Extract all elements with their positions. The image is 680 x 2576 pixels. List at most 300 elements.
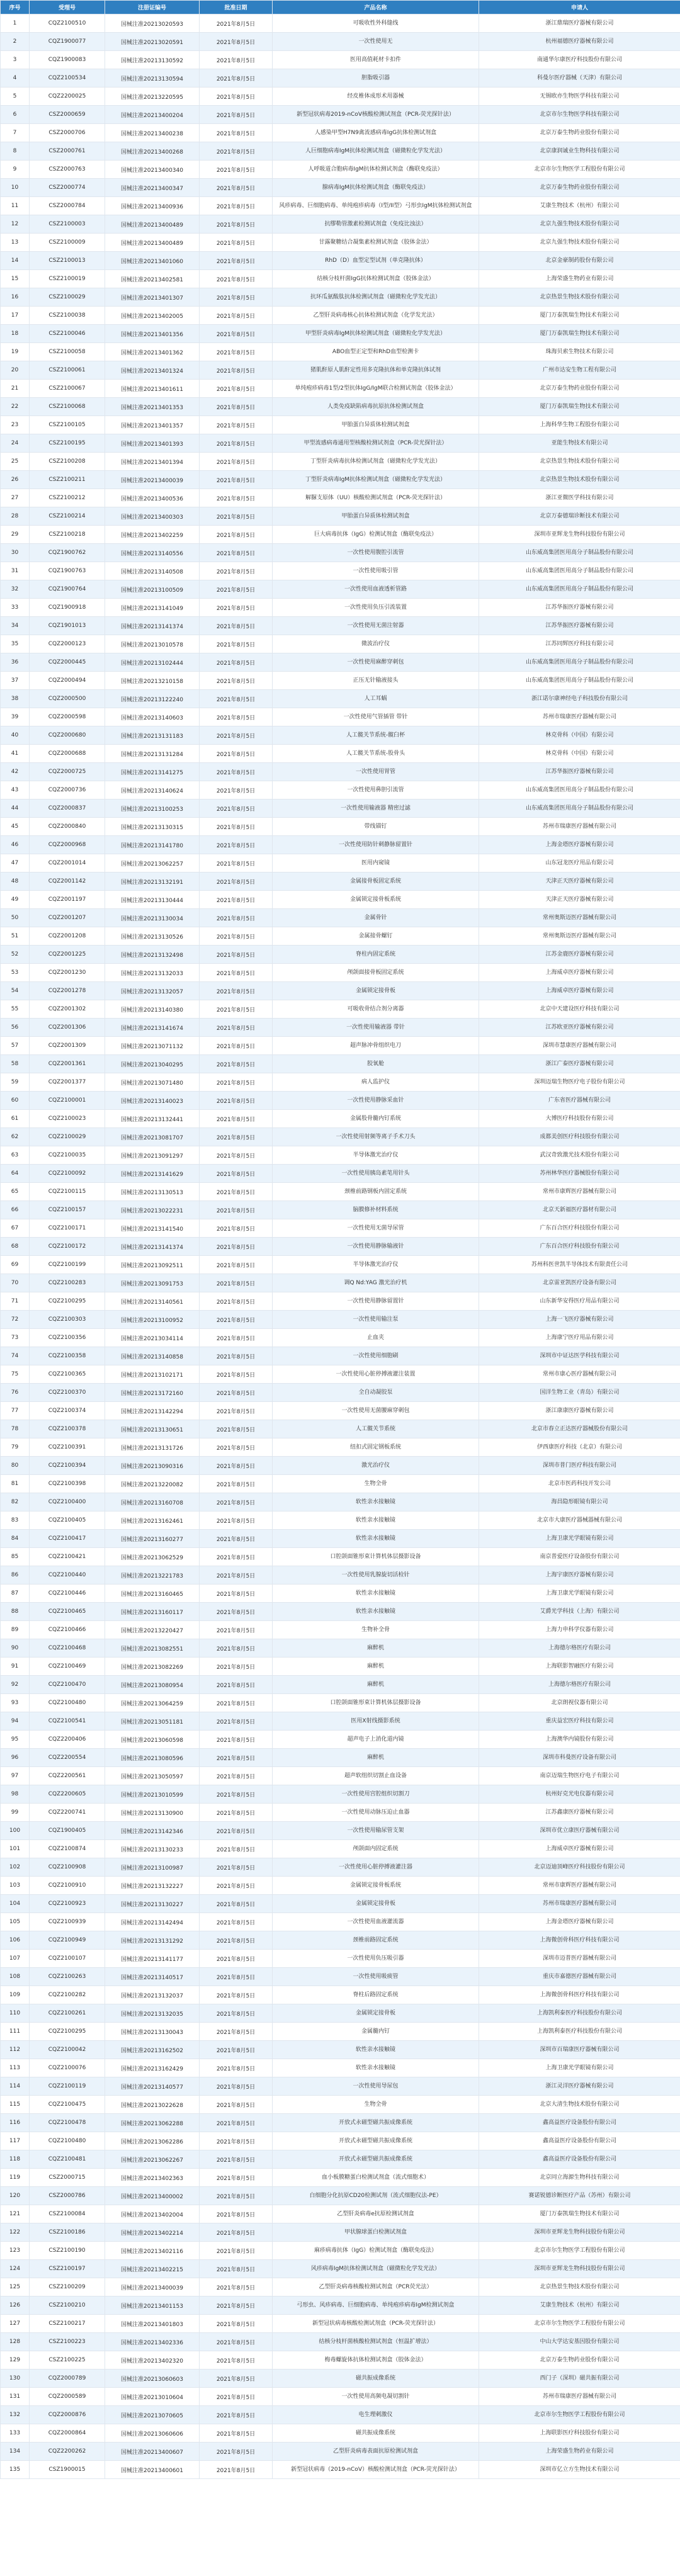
cell-approval-date: 2021年8月5日 — [200, 1201, 273, 1219]
cell-index: 90 — [1, 1639, 30, 1658]
table-row — [1, 416, 680, 434]
cell-approval-date: 2021年8月5日 — [200, 2205, 273, 2223]
cell-applicant: 深圳市迈普医疗器械有限公司 — [479, 1950, 680, 1968]
cell-applicant: 山东威高集团医用高分子制品股份有限公司 — [479, 580, 680, 599]
cell-approval-date: 2021年8月5日 — [200, 2004, 273, 2023]
cell-index: 59 — [1, 1073, 30, 1092]
cell-approval-date: 2021年8月5日 — [200, 1585, 273, 1603]
cell-acceptance-no: CQZ2001309 — [30, 1037, 105, 1055]
cell-acceptance-no: CQZ2100378 — [30, 1420, 105, 1438]
cell-index: 13 — [1, 234, 30, 252]
cell-product-name: 一次性使用输液器 精密过滤 — [273, 799, 479, 818]
cell-registration-no: 国械注准20213400303 — [105, 507, 200, 526]
cell-registration-no: 国械注准20213402005 — [105, 307, 200, 325]
cell-acceptance-no: CSZ2000706 — [30, 124, 105, 142]
table-row — [1, 1073, 680, 1092]
cell-applicant: 山东冠龙医疗用品有限公司 — [479, 854, 680, 873]
cell-index: 70 — [1, 1274, 30, 1292]
cell-product-name: 抗环瓜氨酸肽抗体检测试剂盒（磁微粒化学发光法） — [273, 288, 479, 307]
cell-registration-no: 国械注准20213401356 — [105, 325, 200, 343]
cell-approval-date: 2021年8月5日 — [200, 909, 273, 927]
cell-index: 15 — [1, 270, 30, 288]
cell-acceptance-no: CQZ1901013 — [30, 617, 105, 635]
cell-product-name: 新型冠状病毒核酸检测试剂盒（PCR-荧光探针法） — [273, 2315, 479, 2333]
cell-applicant: 北京市医药科技开发公司 — [479, 1475, 680, 1493]
table-row — [1, 544, 680, 562]
cell-product-name: 医用高值耗材卡扣件 — [273, 51, 479, 69]
cell-index: 60 — [1, 1092, 30, 1110]
cell-registration-no: 国械注准20213102171 — [105, 1365, 200, 1384]
table-row — [1, 818, 680, 836]
cell-applicant: 深圳市亚辉龙生物科技股份有限公司 — [479, 2223, 680, 2242]
table-row — [1, 2132, 680, 2150]
cell-approval-date: 2021年8月5日 — [200, 2388, 273, 2406]
cell-index: 124 — [1, 2260, 30, 2278]
cell-acceptance-no: CQZ2100370 — [30, 1384, 105, 1402]
cell-product-name: 超声电子上消化道内镜 — [273, 1731, 479, 1749]
cell-product-name: 金属骨针 — [273, 909, 479, 927]
cell-index: 114 — [1, 2077, 30, 2096]
cell-applicant: 北京万泰生物药业股份有限公司 — [479, 380, 680, 398]
cell-product-name: 医用X射线摄影系统 — [273, 1712, 479, 1731]
table-row — [1, 891, 680, 909]
cell-acceptance-no: CSZ2100084 — [30, 2205, 105, 2223]
cell-registration-no: 国械注准20213402320 — [105, 2351, 200, 2370]
table-row — [1, 1493, 680, 1511]
cell-registration-no: 国械注准20213220427 — [105, 1621, 200, 1639]
cell-acceptance-no: CQZ2001225 — [30, 946, 105, 964]
cell-product-name: 一次性使用无 — [273, 33, 479, 51]
table-row — [1, 726, 680, 745]
table-row — [1, 1165, 680, 1183]
cell-approval-date: 2021年8月5日 — [200, 745, 273, 763]
cell-approval-date: 2021年8月5日 — [200, 2296, 273, 2315]
table-row — [1, 507, 680, 526]
cell-approval-date: 2021年8月5日 — [200, 361, 273, 380]
table-row — [1, 1785, 680, 1804]
cell-acceptance-no: CQZ2100391 — [30, 1438, 105, 1457]
table-row — [1, 2424, 680, 2443]
cell-approval-date: 2021年8月5日 — [200, 453, 273, 471]
cell-applicant: 北京康润诚业生物科技有限公司 — [479, 142, 680, 161]
cell-index: 45 — [1, 818, 30, 836]
cell-approval-date: 2021年8月5日 — [200, 416, 273, 434]
cell-index: 21 — [1, 380, 30, 398]
cell-applicant: 山东威高集团医用高分子制品股份有限公司 — [479, 653, 680, 672]
cell-approval-date: 2021年8月5日 — [200, 1055, 273, 1073]
cell-registration-no: 国械注准20213141177 — [105, 1950, 200, 1968]
cell-product-name: 甲胎蛋白异质体检测试剂盒 — [273, 507, 479, 526]
cell-registration-no: 国械注准20213020593 — [105, 14, 200, 33]
cell-applicant: 苏州市瑞康医疗器械有限公司 — [479, 818, 680, 836]
table-row — [1, 1913, 680, 1931]
cell-acceptance-no: CQZ1900405 — [30, 1822, 105, 1840]
cell-applicant: 常州奥斯迈医疗器械有限公司 — [479, 927, 680, 946]
cell-product-name: 巨大病毒抗体（IgG）检测试剂盒（酶联免疫法） — [273, 526, 479, 544]
cell-applicant: 北京雷亚凯医疗设备有限公司 — [479, 1274, 680, 1292]
cell-product-name: 甲型流感病毒通用型核酸检测试剂盒（PCR-荧光探针法） — [273, 434, 479, 453]
cell-index: 69 — [1, 1256, 30, 1274]
cell-applicant: 浙江亚微医学科技有限公司 — [479, 489, 680, 507]
cell-approval-date: 2021年8月5日 — [200, 2333, 273, 2351]
cell-approval-date: 2021年8月5日 — [200, 708, 273, 726]
cell-index: 25 — [1, 453, 30, 471]
cell-acceptance-no: CSZ2100217 — [30, 2315, 105, 2333]
cell-applicant: 上海力申科学仪器有限公司 — [479, 1621, 680, 1639]
cell-product-name: 软性亲水接触镜 — [273, 1530, 479, 1548]
cell-product-name: 一次性使用血液透析管路 — [273, 580, 479, 599]
cell-approval-date: 2021年8月5日 — [200, 2424, 273, 2443]
cell-registration-no: 国械注准20213132441 — [105, 1110, 200, 1128]
cell-approval-date: 2021年8月5日 — [200, 380, 273, 398]
cell-product-name: 胆脂吸引器 — [273, 69, 479, 88]
cell-product-name: 一次性使用静脉采血针 — [273, 1092, 479, 1110]
cell-registration-no: 国械注准20213130651 — [105, 1420, 200, 1438]
table-row — [1, 2242, 680, 2260]
cell-acceptance-no: CQZ2100421 — [30, 1548, 105, 1566]
table-row — [1, 1457, 680, 1475]
cell-acceptance-no: CQZ2000968 — [30, 836, 105, 854]
cell-acceptance-no: CQZ2100001 — [30, 1092, 105, 1110]
cell-applicant: 山东威高集团医用高分子制品股份有限公司 — [479, 562, 680, 580]
cell-approval-date: 2021年8月5日 — [200, 690, 273, 708]
cell-approval-date: 2021年8月5日 — [200, 2059, 273, 2077]
table-row — [1, 2004, 680, 2023]
cell-registration-no: 国械注准20213132191 — [105, 873, 200, 891]
cell-acceptance-no: CSZ2100046 — [30, 325, 105, 343]
table-row — [1, 1019, 680, 1037]
cell-acceptance-no: CSZ2100038 — [30, 307, 105, 325]
cell-product-name: 风疹病毒、巨细胞病毒、单纯疱疹病毒（I型/II型）弓形虫IgM抗体检测试剂盒 — [273, 197, 479, 215]
cell-product-name: 一次性使用负压引流装置 — [273, 599, 479, 617]
table-row — [1, 2169, 680, 2187]
cell-approval-date: 2021年8月5日 — [200, 544, 273, 562]
cell-product-name: 一次性使用静脉输液针 — [273, 1238, 479, 1256]
cell-index: 131 — [1, 2388, 30, 2406]
cell-acceptance-no: CQZ2000680 — [30, 726, 105, 745]
cell-applicant: 广东百合医疗科技股份有限公司 — [479, 1219, 680, 1238]
cell-product-name: 一次性使用吸引管 — [273, 562, 479, 580]
cell-approval-date: 2021年8月5日 — [200, 854, 273, 873]
cell-acceptance-no: CQZ2100295 — [30, 1292, 105, 1311]
cell-product-name: 电生理刺激仪 — [273, 2406, 479, 2424]
table-row — [1, 1621, 680, 1639]
cell-applicant: 无锡欧亦生物医学科技有限公司 — [479, 88, 680, 106]
cell-registration-no: 国械注准20213402116 — [105, 2242, 200, 2260]
cell-approval-date: 2021年8月5日 — [200, 1804, 273, 1822]
cell-registration-no: 国械注准20213132033 — [105, 964, 200, 982]
cell-applicant: 苏州林华医疗器械股份有限公司 — [479, 1165, 680, 1183]
cell-applicant: 山东威高集团医用高分子制品股份有限公司 — [479, 799, 680, 818]
cell-product-name: 一次性使用胃管 — [273, 763, 479, 781]
cell-index: 84 — [1, 1530, 30, 1548]
cell-applicant: 上海金塔医疗器械有限公司 — [479, 1913, 680, 1931]
cell-approval-date: 2021年8月5日 — [200, 1420, 273, 1438]
table-row — [1, 33, 680, 51]
cell-product-name: 颈椎前路固定系统 — [273, 1931, 479, 1950]
cell-product-name: 一次性使用无菌腰麻穿刺包 — [273, 1402, 479, 1420]
cell-approval-date: 2021年8月5日 — [200, 1146, 273, 1165]
cell-acceptance-no: CQZ1900764 — [30, 580, 105, 599]
cell-acceptance-no: CQZ2200605 — [30, 1785, 105, 1804]
cell-registration-no: 国械注准20213082269 — [105, 1658, 200, 1676]
cell-registration-no: 国械注准20213140380 — [105, 1000, 200, 1019]
table-body — [1, 14, 680, 2479]
cell-index: 37 — [1, 672, 30, 690]
table-row — [1, 1731, 680, 1749]
cell-registration-no: 国械注准20213020591 — [105, 33, 200, 51]
cell-approval-date: 2021年8月5日 — [200, 1785, 273, 1804]
header-product-name: 产品名称 — [273, 1, 479, 14]
cell-applicant: 北京九强生物技术股份有限公司 — [479, 234, 680, 252]
cell-index: 23 — [1, 416, 30, 434]
cell-registration-no: 国械注准20213172160 — [105, 1384, 200, 1402]
cell-product-name: 一次性使用输注泵 — [273, 1311, 479, 1329]
cell-approval-date: 2021年8月5日 — [200, 672, 273, 690]
cell-applicant: 北京万泰德瑞诊断技术有限公司 — [479, 507, 680, 526]
cell-acceptance-no: CQZ2100478 — [30, 2114, 105, 2132]
cell-acceptance-no: CSZ2100019 — [30, 270, 105, 288]
table-row — [1, 1749, 680, 1767]
cell-acceptance-no: CQZ2100480 — [30, 1694, 105, 1712]
cell-approval-date: 2021年8月5日 — [200, 1731, 273, 1749]
cell-index: 47 — [1, 854, 30, 873]
table-row — [1, 745, 680, 763]
table-row — [1, 2223, 680, 2242]
cell-registration-no: 国械注准20213141049 — [105, 599, 200, 617]
cell-acceptance-no: CQZ2100365 — [30, 1365, 105, 1384]
cell-acceptance-no: CQZ2000123 — [30, 635, 105, 653]
cell-approval-date: 2021年8月5日 — [200, 1767, 273, 1785]
cell-applicant: 江苏华振医疗器械有限公司 — [479, 763, 680, 781]
cell-product-name: 一次性使用宫腔组织切割刀 — [273, 1785, 479, 1804]
cell-applicant: 西门子（深圳）磁共振有限公司 — [479, 2370, 680, 2388]
cell-product-name: 调Q Nd:YAG 激光治疗机 — [273, 1274, 479, 1292]
cell-product-name: ABO血型正定型和RhD血型检测卡 — [273, 343, 479, 361]
cell-acceptance-no: CSZ2100210 — [30, 2296, 105, 2315]
cell-index: 33 — [1, 599, 30, 617]
cell-acceptance-no: CQZ2100466 — [30, 1621, 105, 1639]
cell-product-name: 腺病毒IgM抗体检测试剂盒（酶联免疫法） — [273, 179, 479, 197]
cell-index: 49 — [1, 891, 30, 909]
cell-index: 112 — [1, 2041, 30, 2059]
cell-product-name: 一次性使用胰岛素笔用针头 — [273, 1165, 479, 1183]
cell-product-name: 丁型肝炎病毒抗体检测试剂盒（磁微粒化学发光法） — [273, 453, 479, 471]
cell-index: 135 — [1, 2461, 30, 2479]
cell-applicant: 上海一飞医疗器械有限公司 — [479, 1311, 680, 1329]
cell-index: 2 — [1, 33, 30, 51]
cell-product-name: 金属髓内钉 — [273, 2023, 479, 2041]
cell-acceptance-no: CSZ2000763 — [30, 161, 105, 179]
cell-acceptance-no: CQZ2100358 — [30, 1347, 105, 1365]
cell-index: 87 — [1, 1585, 30, 1603]
table-row — [1, 1712, 680, 1731]
cell-acceptance-no: CQZ2100023 — [30, 1110, 105, 1128]
cell-applicant: 上海卫康光学眼镜有限公司 — [479, 1530, 680, 1548]
cell-acceptance-no: CQZ2100949 — [30, 1931, 105, 1950]
cell-approval-date: 2021年8月5日 — [200, 964, 273, 982]
cell-index: 96 — [1, 1749, 30, 1767]
cell-product-name: 甲状腺球蛋白检测试剂盒 — [273, 2223, 479, 2242]
cell-registration-no: 国械注准20213132037 — [105, 1986, 200, 2004]
cell-registration-no: 国械注准20213401307 — [105, 288, 200, 307]
cell-index: 38 — [1, 690, 30, 708]
cell-registration-no: 国械注准20213402214 — [105, 2223, 200, 2242]
cell-registration-no: 国械注准20213401060 — [105, 252, 200, 270]
table-row — [1, 1055, 680, 1073]
cell-product-name: 金属锁定接骨板 — [273, 982, 479, 1000]
cell-index: 36 — [1, 653, 30, 672]
cell-index: 24 — [1, 434, 30, 453]
cell-product-name: 结核分枝杆菌IgG抗体检测试剂盒（胶体金法） — [273, 270, 479, 288]
cell-approval-date: 2021年8月5日 — [200, 1019, 273, 1037]
cell-product-name: 麻醉机 — [273, 1639, 479, 1658]
cell-product-name: 一次性使用血液灌流器 — [273, 1913, 479, 1931]
table-row — [1, 14, 680, 33]
cell-applicant: 苏州市瑞康医疗器械有限公司 — [479, 708, 680, 726]
cell-acceptance-no: CQZ2200406 — [30, 1731, 105, 1749]
cell-applicant: 浙江广泰医疗器械有限公司 — [479, 1055, 680, 1073]
cell-index: 7 — [1, 124, 30, 142]
cell-applicant: 厦门万泰凯瑞生物技术有限公司 — [479, 325, 680, 343]
cell-acceptance-no: CQZ2100029 — [30, 1128, 105, 1146]
cell-approval-date: 2021年8月5日 — [200, 124, 273, 142]
cell-product-name: 甲型肝炎病毒IgM抗体检测试剂盒（磁微粒化学发光法） — [273, 325, 479, 343]
cell-applicant: 杭州好克光电仪器有限公司 — [479, 1785, 680, 1804]
table-row — [1, 179, 680, 197]
cell-registration-no: 国械注准20213141780 — [105, 836, 200, 854]
cell-index: 39 — [1, 708, 30, 726]
cell-approval-date: 2021年8月5日 — [200, 1402, 273, 1420]
cell-index: 81 — [1, 1475, 30, 1493]
table-row — [1, 1292, 680, 1311]
cell-acceptance-no: CQZ2000725 — [30, 763, 105, 781]
cell-product-name: 人工髋关节系统 — [273, 1420, 479, 1438]
cell-approval-date: 2021年8月5日 — [200, 1877, 273, 1895]
table-row — [1, 1603, 680, 1621]
cell-index: 43 — [1, 781, 30, 799]
cell-product-name: 金属接骨板固定系统 — [273, 873, 479, 891]
cell-registration-no: 国械注准20213401357 — [105, 416, 200, 434]
cell-applicant: 上海联影医疗科技股份有限公司 — [479, 2424, 680, 2443]
cell-registration-no: 国械注准20213022628 — [105, 2096, 200, 2114]
cell-registration-no: 国械注准20213162429 — [105, 2059, 200, 2077]
table-row — [1, 88, 680, 106]
cell-approval-date: 2021年8月5日 — [200, 1384, 273, 1402]
cell-product-name: 麻醉机 — [273, 1749, 479, 1767]
cell-applicant: 艾康生物技术（杭州）有限公司 — [479, 197, 680, 215]
cell-applicant: 上海科华生物工程股份有限公司 — [479, 416, 680, 434]
cell-approval-date: 2021年8月5日 — [200, 1219, 273, 1238]
cell-acceptance-no: CQZ2000445 — [30, 653, 105, 672]
cell-approval-date: 2021年8月5日 — [200, 1694, 273, 1712]
cell-approval-date: 2021年8月5日 — [200, 1238, 273, 1256]
cell-acceptance-no: CQZ2001142 — [30, 873, 105, 891]
cell-acceptance-no: CQZ1900763 — [30, 562, 105, 580]
cell-product-name: 一次性使用吸痰管 — [273, 1968, 479, 1986]
cell-product-name: 一次性使用输尿管支架 — [273, 1822, 479, 1840]
cell-approval-date: 2021年8月5日 — [200, 1968, 273, 1986]
cell-product-name: 微波治疗仪 — [273, 635, 479, 653]
cell-registration-no: 国械注准20213400039 — [105, 2278, 200, 2296]
cell-approval-date: 2021年8月5日 — [200, 142, 273, 161]
cell-product-name: 风疹病毒IgM抗体检测试剂盒（磁微粒化学发光法） — [273, 2260, 479, 2278]
cell-acceptance-no: CQZ2001306 — [30, 1019, 105, 1037]
cell-index: 122 — [1, 2223, 30, 2242]
cell-index: 134 — [1, 2443, 30, 2461]
cell-product-name: 口腔颌面锥形束计算机体层摄影设备 — [273, 1694, 479, 1712]
table-row — [1, 672, 680, 690]
cell-applicant: 北京市尔生物医学科技有限公司 — [479, 106, 680, 124]
cell-approval-date: 2021年8月5日 — [200, 1639, 273, 1658]
cell-approval-date: 2021年8月5日 — [200, 288, 273, 307]
cell-product-name: 麻醉机 — [273, 1658, 479, 1676]
cell-approval-date: 2021年8月5日 — [200, 2041, 273, 2059]
cell-index: 10 — [1, 179, 30, 197]
cell-applicant: 天津正天医疗器械有限公司 — [479, 891, 680, 909]
cell-applicant: 北京天新福医疗器材有限公司 — [479, 1201, 680, 1219]
cell-approval-date: 2021年8月5日 — [200, 1840, 273, 1858]
cell-acceptance-no: CQZ1900918 — [30, 599, 105, 617]
table-row — [1, 836, 680, 854]
cell-acceptance-no: CSZ2100009 — [30, 234, 105, 252]
table-row — [1, 873, 680, 891]
cell-approval-date: 2021年8月5日 — [200, 873, 273, 891]
cell-index: 75 — [1, 1365, 30, 1384]
cell-index: 76 — [1, 1384, 30, 1402]
cell-applicant: 北京市尔生物医学工程股份有限公司 — [479, 2242, 680, 2260]
cell-product-name: 一次性使用防针刺静脉留置针 — [273, 836, 479, 854]
cell-product-name: 一次性使用射频等离子手术刀头 — [273, 1128, 479, 1146]
cell-index: 85 — [1, 1548, 30, 1566]
cell-index: 94 — [1, 1712, 30, 1731]
cell-registration-no: 国械注准20213402215 — [105, 2260, 200, 2278]
table-row — [1, 2096, 680, 2114]
cell-registration-no: 国械注准20213081707 — [105, 1128, 200, 1146]
cell-index: 58 — [1, 1055, 30, 1073]
cell-applicant: 北京市大康医疗器械器械有限公司 — [479, 1511, 680, 1530]
cell-product-name: 颈椎前路钢板内固定系统 — [273, 1183, 479, 1201]
cell-product-name: 人工髋关节系统-股骨头 — [273, 745, 479, 763]
cell-registration-no: 国械注准20213062529 — [105, 1548, 200, 1566]
cell-product-name: 结核分枝杆菌核酸检测试剂盒（恒温扩增法） — [273, 2333, 479, 2351]
cell-registration-no: 国械注准20213082551 — [105, 1639, 200, 1658]
table-row — [1, 1274, 680, 1292]
cell-acceptance-no: CQZ2000500 — [30, 690, 105, 708]
cell-applicant: 北京热景生物技术股份有限公司 — [479, 288, 680, 307]
cell-acceptance-no: CQZ2100417 — [30, 1530, 105, 1548]
cell-acceptance-no: CQZ2001302 — [30, 1000, 105, 1019]
cell-acceptance-no: CQZ2001197 — [30, 891, 105, 909]
cell-approval-date: 2021年8月5日 — [200, 1566, 273, 1585]
cell-registration-no: 国械注准20213141540 — [105, 1219, 200, 1238]
cell-approval-date: 2021年8月5日 — [200, 252, 273, 270]
cell-applicant: 上海德尔格医疗有限公司 — [479, 1639, 680, 1658]
cell-applicant: 鑫高益医疗设备股份有限公司 — [479, 2132, 680, 2150]
cell-applicant: 亚能生物技术有限公司 — [479, 434, 680, 453]
cell-product-name: 人类免疫缺陷病毒抗原抗体检测试剂盒 — [273, 398, 479, 416]
cell-product-name: 一次性使用导尿包 — [273, 2077, 479, 2096]
cell-registration-no: 国械注准20213080954 — [105, 1676, 200, 1694]
table-row — [1, 763, 680, 781]
cell-acceptance-no: CQZ2001377 — [30, 1073, 105, 1092]
cell-approval-date: 2021年8月5日 — [200, 617, 273, 635]
cell-acceptance-no: CQZ2001230 — [30, 964, 105, 982]
table-row — [1, 1840, 680, 1858]
cell-acceptance-no: CQZ2100446 — [30, 1585, 105, 1603]
cell-applicant: 上海微创骨科医疗科技有限公司 — [479, 1986, 680, 2004]
cell-applicant: 北京迈迪顶峰医疗科技股份有限公司 — [479, 1858, 680, 1877]
